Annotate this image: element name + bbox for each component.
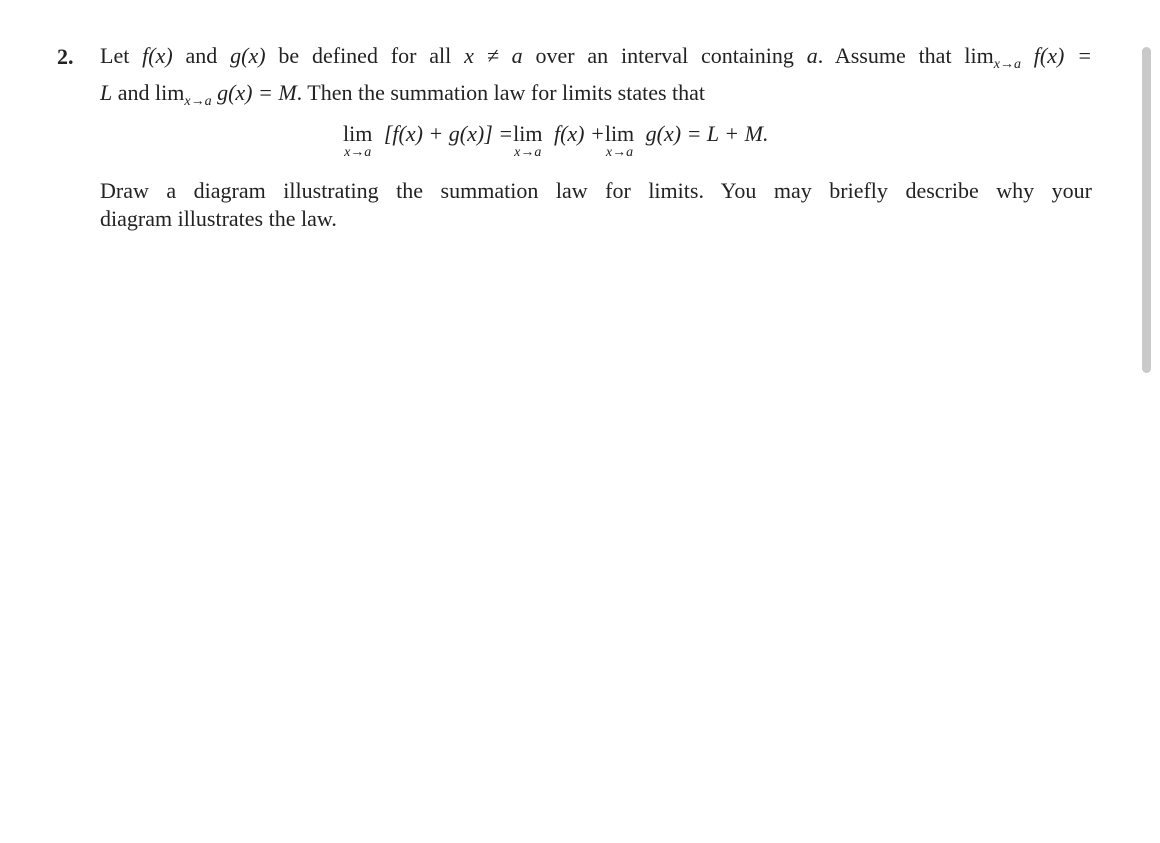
lim-subscript: x→a [344, 145, 372, 160]
math-x-neq-a: x ≠ a [464, 43, 523, 68]
instruction-line-1: Draw a diagram illustrating the summation law for limits. You may briefly describe why your [100, 178, 1092, 203]
math-g-eq-M: g(x) = M [211, 80, 297, 105]
lim-word: lim [513, 121, 543, 146]
text-over-interval: over an interval containing [522, 43, 807, 68]
lim-word: lim [604, 121, 635, 146]
math-g-of-x: g(x) [230, 43, 266, 68]
lim-operator-3 [605, 120, 634, 160]
text-and: and [172, 43, 231, 68]
statement-line-1 [100, 42, 1092, 79]
instruction-line-2: diagram illustrates the law. [100, 206, 337, 231]
text-defined: be defined for all [265, 43, 465, 68]
lim-word: lim [343, 121, 373, 146]
math-f-eq: f(x) = [1020, 43, 1092, 68]
math-sub-x-to-a-2: x→a [184, 94, 212, 109]
lim-subscript: x→a [605, 145, 634, 160]
text-then: . Then the summation law for limits states that [296, 80, 706, 105]
display-equation [0, 120, 1160, 170]
problem-number: 2. [57, 44, 74, 69]
equation-lhs: [f(x) + g(x)] = [383, 121, 514, 146]
lim-operator-1 [343, 120, 372, 160]
text-and-lim: and lim [112, 80, 185, 105]
lim-subscript: x→a [514, 145, 542, 160]
math-a: a [806, 43, 818, 68]
instruction-text [100, 177, 1092, 233]
lim-operator-2 [513, 120, 542, 160]
equation-mid: f(x) + [553, 121, 605, 146]
vertical-scrollbar-thumb[interactable] [1142, 47, 1151, 373]
text-let: Let [100, 43, 143, 68]
math-f-of-x: f(x) [142, 43, 173, 68]
statement-line-2 [100, 79, 1092, 116]
math-L: L [100, 80, 113, 105]
equation-rhs: g(x) = L + M. [645, 121, 769, 146]
math-sub-x-to-a: x→a [993, 57, 1021, 72]
text-assume: . Assume that lim [817, 43, 994, 68]
problem-statement [100, 42, 1092, 116]
